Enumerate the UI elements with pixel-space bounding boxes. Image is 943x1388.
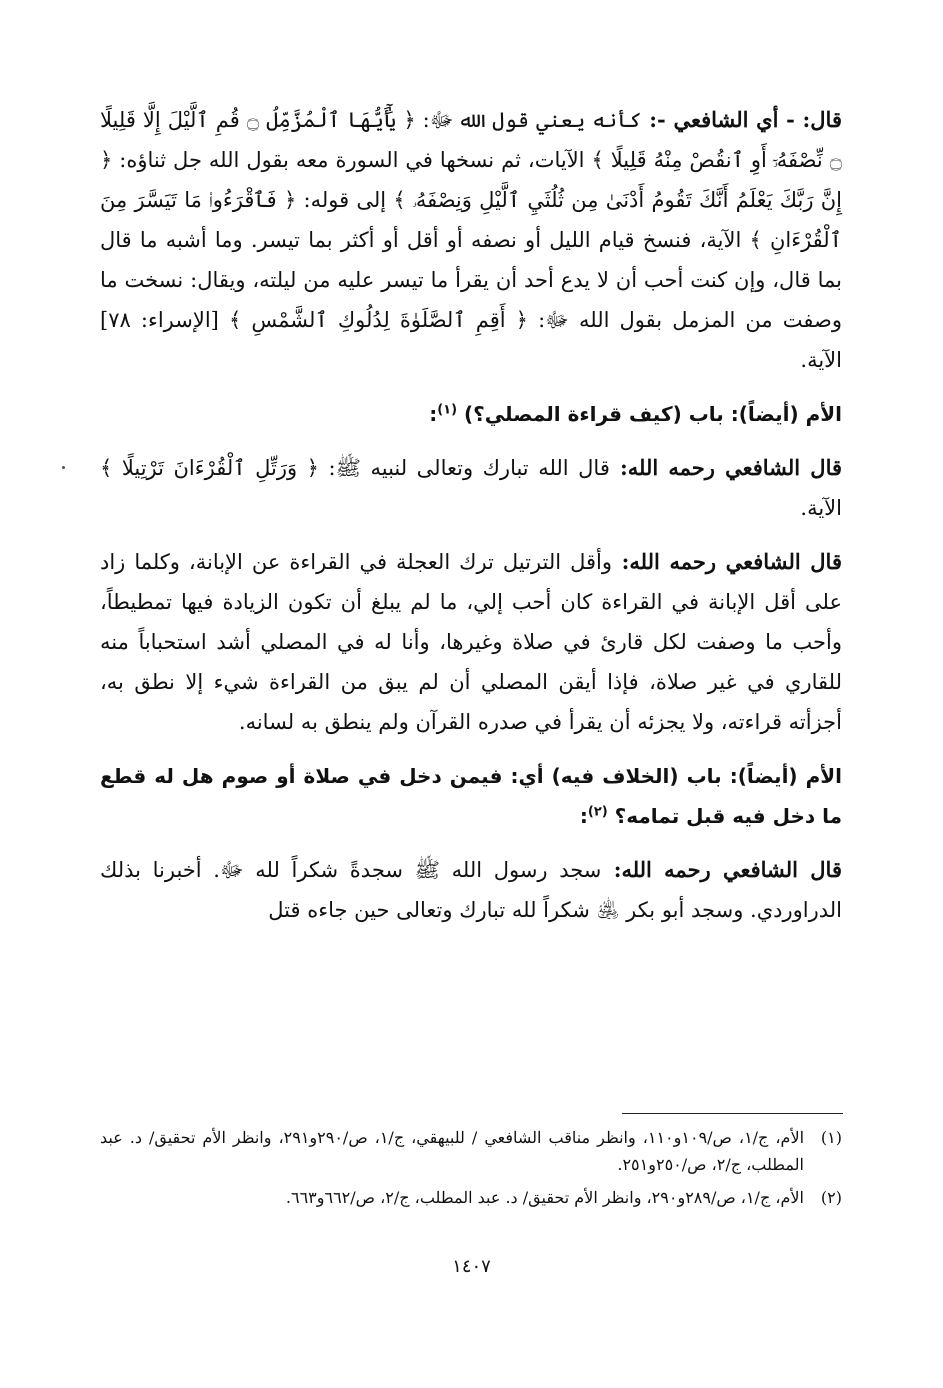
footnote-ref: (١) bbox=[437, 402, 458, 418]
paragraph-body: سجد رسول الله ﷺ سجدةً شكراً لله ﷻ. أخبرنا بذلك الدراوردي. وسجد أبو بكر ﵁ شكراً لله تبارك وتعالى حين جاءه قتل bbox=[100, 858, 842, 922]
paragraph-3 bbox=[100, 542, 842, 742]
main-text bbox=[100, 100, 842, 930]
paragraph-body: كأنه يعني قول الله ﷻ: ﴿ يَٰٓأَيُّهَا ٱلْمُزَّمِّلُ ۝ قُمِ ٱلَّيْلَ إِلَّا قَلِيلًا ۝ نِّصْفَهُۥٓ أَوِ ٱنقُصْ مِنْهُ قَلِيلًا ﴾ الآيات، ثم نسخها في السورة معه بقول الله جل ثناؤه: ﴿ إِنَّ رَبَّكَ يَعْلَمُ أَنَّكَ تَقُومُ أَدْنَىٰ مِن ثُلُثَيِ ٱلَّيْلِ وَنِصْفَهُۥ ﴾ إلى قوله: ﴿ فَٱقْرَءُوا۟ مَا تَيَسَّرَ مِنَ ٱلْقُرْءَانِ ﴾ الآية، فنسخ قيام الليل أو نصفه أو أقل أو أكثر بما تيسر. وما أشبه ما قال بما قال، وإن كنت أحب أن لا يدع أحد أن يقرأ ما تيسر عليه من ليلته، ويقال: نسخت ما وصفت من المزمل بقول الله ﷻ: ﴿ أَقِمِ ٱلصَّلَوٰةَ لِدُلُوكِ ٱلشَّمْسِ ﴾ [الإسراء: ٧٨] الآية. bbox=[100, 108, 842, 372]
paragraph-4 bbox=[100, 850, 842, 930]
scan-speck bbox=[62, 466, 65, 469]
footnote-ref: (٢) bbox=[587, 804, 608, 820]
footnote-text: الأم، ج/١، ص/٢٨٩و٢٩٠، وانظر الأم تحقيق/ د. عبد المطلب، ج/٢، ص/٦٦٢و٦٦٣. bbox=[285, 1188, 804, 1207]
footnote-1 bbox=[100, 1124, 842, 1178]
paragraph-lead: قال الشافعي رحمه الله: bbox=[601, 857, 842, 882]
paragraph-2 bbox=[100, 448, 842, 528]
footnotes bbox=[100, 1124, 842, 1217]
heading-tail: : bbox=[429, 402, 438, 426]
section-heading-2 bbox=[100, 756, 842, 836]
footnote-2 bbox=[100, 1184, 842, 1211]
page-number: ١٤٠٧ bbox=[452, 1256, 491, 1277]
paragraph-body: وأقل الترتيل ترك العجلة في القراءة عن الإبانة، وكلما زاد على أقل الإبانة في القراءة كان أحب إلي، ما لم يبلغ أن تكون الزيادة فيها تمطيطاً، وأحب ما وصفت لكل قارئ في صلاة وغيرها، وأنا له في المصلي أشد استحباباً منه للقاري في غير صلاة، فإذا أيقن المصلي أن لم يبق من القراءة شيء إلا نطق به، أجزأته قراءته، ولا يجزئه أن يقرأ في صدره القرآن ولم ينطق به لسانه. bbox=[100, 550, 842, 734]
heading-text: الأم (أيضاً): باب (كيف قراءة المصلي؟) bbox=[464, 402, 842, 426]
paragraph-lead: قال: - أي الشافعي -: bbox=[641, 107, 842, 132]
paragraph-body: قال الله تبارك وتعالى لنبيه ﷺ: ﴿ وَرَتِّلِ ٱلْقُرْءَانَ تَرْتِيلًا ﴾ الآية. bbox=[100, 456, 842, 520]
footnote-number: (٢) bbox=[820, 1188, 842, 1207]
heading-tail: : bbox=[579, 804, 588, 828]
section-heading-1 bbox=[100, 394, 842, 434]
paragraph-lead: قال الشافعي رحمه الله: bbox=[609, 455, 843, 480]
footnote-text: الأم، ج/١، ص/١٠٩و١١٠، وانظر مناقب الشافعي / للبيهقي، ج/١، ص/٢٩٠و٢٩١، وانظر الأم تحقيق/ د. عبد المطلب، ج/٢، ص/٢٥٠و٢٥١. bbox=[100, 1128, 805, 1174]
footnote-number: (١) bbox=[820, 1128, 842, 1147]
footnote-divider bbox=[622, 1113, 843, 1114]
paragraph-1 bbox=[100, 100, 842, 380]
paragraph-lead: قال الشافعي رحمه الله: bbox=[612, 549, 842, 574]
heading-text: الأم (أيضاً): باب (الخلاف فيه) أي: فيمن دخل في صلاة أو صوم هل له قطع ما دخل فيه قبل تمامه؟ bbox=[100, 764, 842, 828]
